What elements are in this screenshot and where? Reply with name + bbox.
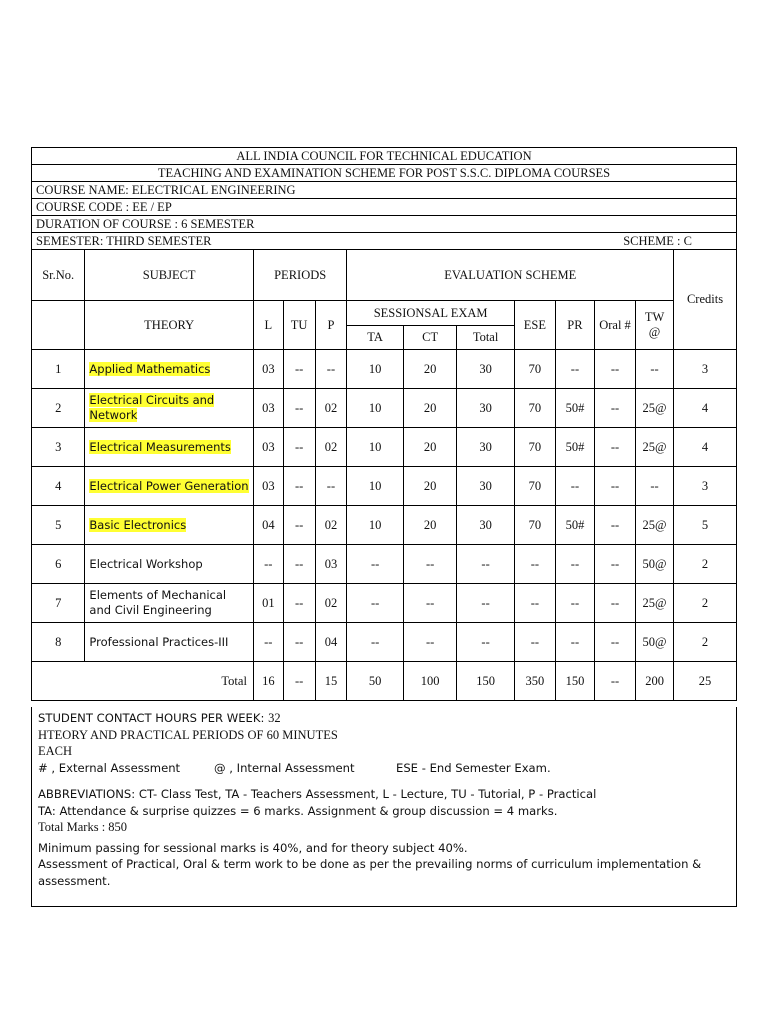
row-p: 02 (315, 584, 347, 623)
row-tu: -- (283, 467, 315, 506)
row-ta: -- (347, 545, 404, 584)
row-p: 02 (315, 428, 347, 467)
assessment-norms: Assessment of Practical, Oral & term work to be done as per the prevailing norms of curriculum implementation & assessment. (38, 857, 702, 888)
col-subject: SUBJECT (85, 250, 254, 301)
table-row (32, 623, 737, 662)
row-ct: 20 (403, 467, 456, 506)
row-total: 30 (457, 389, 515, 428)
table-row (32, 428, 737, 467)
row-oral: -- (594, 389, 635, 428)
col-periods: PERIODS (253, 250, 346, 301)
row-subject-cell (85, 623, 254, 662)
row-sr-no: 1 (32, 350, 85, 389)
row-pr: -- (555, 350, 594, 389)
contact-hours-value: 32 (268, 711, 281, 725)
row-credits: 4 (674, 428, 737, 467)
row-total: 30 (457, 506, 515, 545)
row-sr-no: 3 (32, 428, 85, 467)
row-ese: -- (514, 584, 555, 623)
row-tu: -- (283, 506, 315, 545)
row-l: 04 (253, 506, 283, 545)
row-total: 30 (457, 467, 515, 506)
col-sessional-total: Total (457, 326, 515, 350)
col-tw: TW @ (636, 301, 674, 350)
row-pr: 50# (555, 389, 594, 428)
teaching-scheme-table (31, 147, 737, 701)
row-oral: -- (594, 467, 635, 506)
periods-note-2: EACH (38, 744, 73, 758)
row-tu: -- (283, 545, 315, 584)
contact-hours-label: STUDENT CONTACT HOURS PER WEEK: (38, 711, 265, 725)
total-pr: 150 (555, 662, 594, 701)
row-oral: -- (594, 506, 635, 545)
row-tw: 25@ (636, 506, 674, 545)
row-l: -- (253, 545, 283, 584)
total-credits: 25 (674, 662, 737, 701)
row-tw: 50@ (636, 623, 674, 662)
row-sr-no: 5 (32, 506, 85, 545)
totals-row (32, 662, 737, 701)
row-ese: 70 (514, 506, 555, 545)
total-tu: -- (283, 662, 315, 701)
row-ta: -- (347, 623, 404, 662)
table-row (32, 389, 737, 428)
notes-section (31, 707, 737, 907)
periods-note-1: HTEORY AND PRACTICAL PERIODS OF 60 MINUTES (38, 727, 338, 742)
row-subject: Basic Electronics (89, 517, 187, 532)
row-l: 01 (253, 584, 283, 623)
row-pr: 50# (555, 506, 594, 545)
row-sr-no: 7 (32, 584, 85, 623)
row-oral: -- (594, 584, 635, 623)
row-subject: Applied Mathematics (89, 361, 211, 376)
row-subject-cell (85, 467, 254, 506)
row-tw: -- (636, 350, 674, 389)
row-credits: 2 (674, 545, 737, 584)
table-row (32, 467, 737, 506)
row-ese: 70 (514, 389, 555, 428)
row-credits: 4 (674, 389, 737, 428)
row-oral: -- (594, 428, 635, 467)
abbreviations: ABBREVIATIONS: CT- Class Test, TA - Teachers Assessment, L - Lecture, TU - Tutorial, P - Practical (38, 787, 597, 801)
row-pr: -- (555, 545, 594, 584)
col-sessional-exam: SESSIONSAL EXAM (347, 301, 514, 326)
row-ta: 10 (347, 389, 404, 428)
row-pr: -- (555, 467, 594, 506)
row-subject: Professional Practices-III (89, 634, 229, 649)
col-pr: PR (555, 301, 594, 350)
col-theory: THEORY (85, 301, 254, 350)
col-p: P (315, 301, 347, 350)
col-oral: Oral # (594, 301, 635, 350)
row-credits: 3 (674, 467, 737, 506)
col-sr-no: Sr.No. (32, 250, 85, 301)
row-ta: -- (347, 584, 404, 623)
row-pr: -- (555, 584, 594, 623)
row-ct: -- (403, 584, 456, 623)
row-subject: Elements of Mechanical and Civil Engineering (89, 588, 227, 617)
passing-criteria: Minimum passing for sessional marks is 40%, and for theory subject 40%. (38, 840, 468, 855)
external-assessment: # , External Assessment (38, 760, 181, 775)
semester-row (32, 233, 737, 250)
row-ct: -- (403, 623, 456, 662)
row-total: -- (457, 584, 515, 623)
total-ese: 350 (514, 662, 555, 701)
semester-label: SEMESTER: THIRD SEMESTER (36, 233, 212, 248)
scheme-title: TEACHING AND EXAMINATION SCHEME FOR POST S.S.C. DIPLOMA COURSES (32, 165, 737, 182)
row-tu: -- (283, 584, 315, 623)
row-l: 03 (253, 350, 283, 389)
row-sr-no: 8 (32, 623, 85, 662)
row-credits: 5 (674, 506, 737, 545)
table-row (32, 506, 737, 545)
row-total: -- (457, 623, 515, 662)
assessment-legend (38, 760, 730, 777)
row-ese: -- (514, 545, 555, 584)
col-sr-blank (32, 301, 85, 350)
ta-note: TA: Attendance & surprise quizzes = 6 marks. Assignment & group discussion = 4 marks. (38, 803, 558, 818)
col-tu: TU (283, 301, 315, 350)
row-subject: Electrical Measurements (89, 439, 231, 454)
row-p: 02 (315, 506, 347, 545)
row-subject-cell (85, 350, 254, 389)
row-subject: Electrical Circuits and Network (89, 393, 215, 422)
row-credits: 2 (674, 584, 737, 623)
row-ct: -- (403, 545, 456, 584)
col-evaluation-scheme: EVALUATION SCHEME (347, 250, 674, 301)
row-ta: 10 (347, 506, 404, 545)
row-tu: -- (283, 350, 315, 389)
col-ct: CT (403, 326, 456, 350)
row-ese: -- (514, 623, 555, 662)
table-row (32, 584, 737, 623)
row-ta: 10 (347, 428, 404, 467)
row-total: 30 (457, 428, 515, 467)
row-tu: -- (283, 623, 315, 662)
row-tw: -- (636, 467, 674, 506)
row-p: 03 (315, 545, 347, 584)
row-subject: Electrical Power Generation (89, 478, 249, 493)
total-marks: Total Marks : 850 (38, 820, 128, 834)
council-title: ALL INDIA COUNCIL FOR TECHNICAL EDUCATION (32, 148, 737, 165)
col-credits: Credits (674, 250, 737, 350)
row-credits: 3 (674, 350, 737, 389)
row-ta: 10 (347, 467, 404, 506)
row-l: 03 (253, 467, 283, 506)
row-subject-cell (85, 506, 254, 545)
table-row (32, 545, 737, 584)
row-ct: 20 (403, 428, 456, 467)
row-ct: 20 (403, 350, 456, 389)
row-subject-cell (85, 389, 254, 428)
row-subject: Electrical Workshop (89, 556, 203, 571)
col-l: L (253, 301, 283, 350)
row-oral: -- (594, 350, 635, 389)
total-tw: 200 (636, 662, 674, 701)
row-total: -- (457, 545, 515, 584)
row-subject-cell (85, 584, 254, 623)
total-ta: 50 (347, 662, 404, 701)
row-l: -- (253, 623, 283, 662)
row-tw: 50@ (636, 545, 674, 584)
row-total: 30 (457, 350, 515, 389)
row-pr: 50# (555, 428, 594, 467)
row-sr-no: 2 (32, 389, 85, 428)
total-ct: 100 (403, 662, 456, 701)
course-code: COURSE CODE : EE / EP (32, 199, 737, 216)
row-ese: 70 (514, 350, 555, 389)
row-ese: 70 (514, 467, 555, 506)
row-oral: -- (594, 545, 635, 584)
col-ta: TA (347, 326, 404, 350)
row-l: 03 (253, 428, 283, 467)
total-sessional: 150 (457, 662, 515, 701)
row-subject-cell (85, 545, 254, 584)
course-duration: DURATION OF COURSE : 6 SEMESTER (32, 216, 737, 233)
row-tw: 25@ (636, 584, 674, 623)
total-label: Total (32, 662, 254, 701)
row-ct: 20 (403, 389, 456, 428)
scheme-label: SCHEME : C (623, 233, 692, 248)
row-tu: -- (283, 428, 315, 467)
row-l: 03 (253, 389, 283, 428)
row-p: -- (315, 350, 347, 389)
total-oral: -- (594, 662, 635, 701)
row-tw: 25@ (636, 428, 674, 467)
row-ese: 70 (514, 428, 555, 467)
contact-hours (38, 710, 730, 727)
course-name: COURSE NAME: ELECTRICAL ENGINEERING (32, 182, 737, 199)
internal-assessment: @ , Internal Assessment (214, 760, 355, 775)
row-p: 02 (315, 389, 347, 428)
row-sr-no: 4 (32, 467, 85, 506)
row-pr: -- (555, 623, 594, 662)
row-credits: 2 (674, 623, 737, 662)
row-ta: 10 (347, 350, 404, 389)
row-p: -- (315, 467, 347, 506)
row-tw: 25@ (636, 389, 674, 428)
ese-note: ESE - End Semester Exam. (396, 760, 551, 775)
row-oral: -- (594, 623, 635, 662)
total-l: 16 (253, 662, 283, 701)
table-row (32, 350, 737, 389)
row-ct: 20 (403, 506, 456, 545)
row-p: 04 (315, 623, 347, 662)
total-p: 15 (315, 662, 347, 701)
row-sr-no: 6 (32, 545, 85, 584)
col-ese: ESE (514, 301, 555, 350)
row-tu: -- (283, 389, 315, 428)
row-subject-cell (85, 428, 254, 467)
